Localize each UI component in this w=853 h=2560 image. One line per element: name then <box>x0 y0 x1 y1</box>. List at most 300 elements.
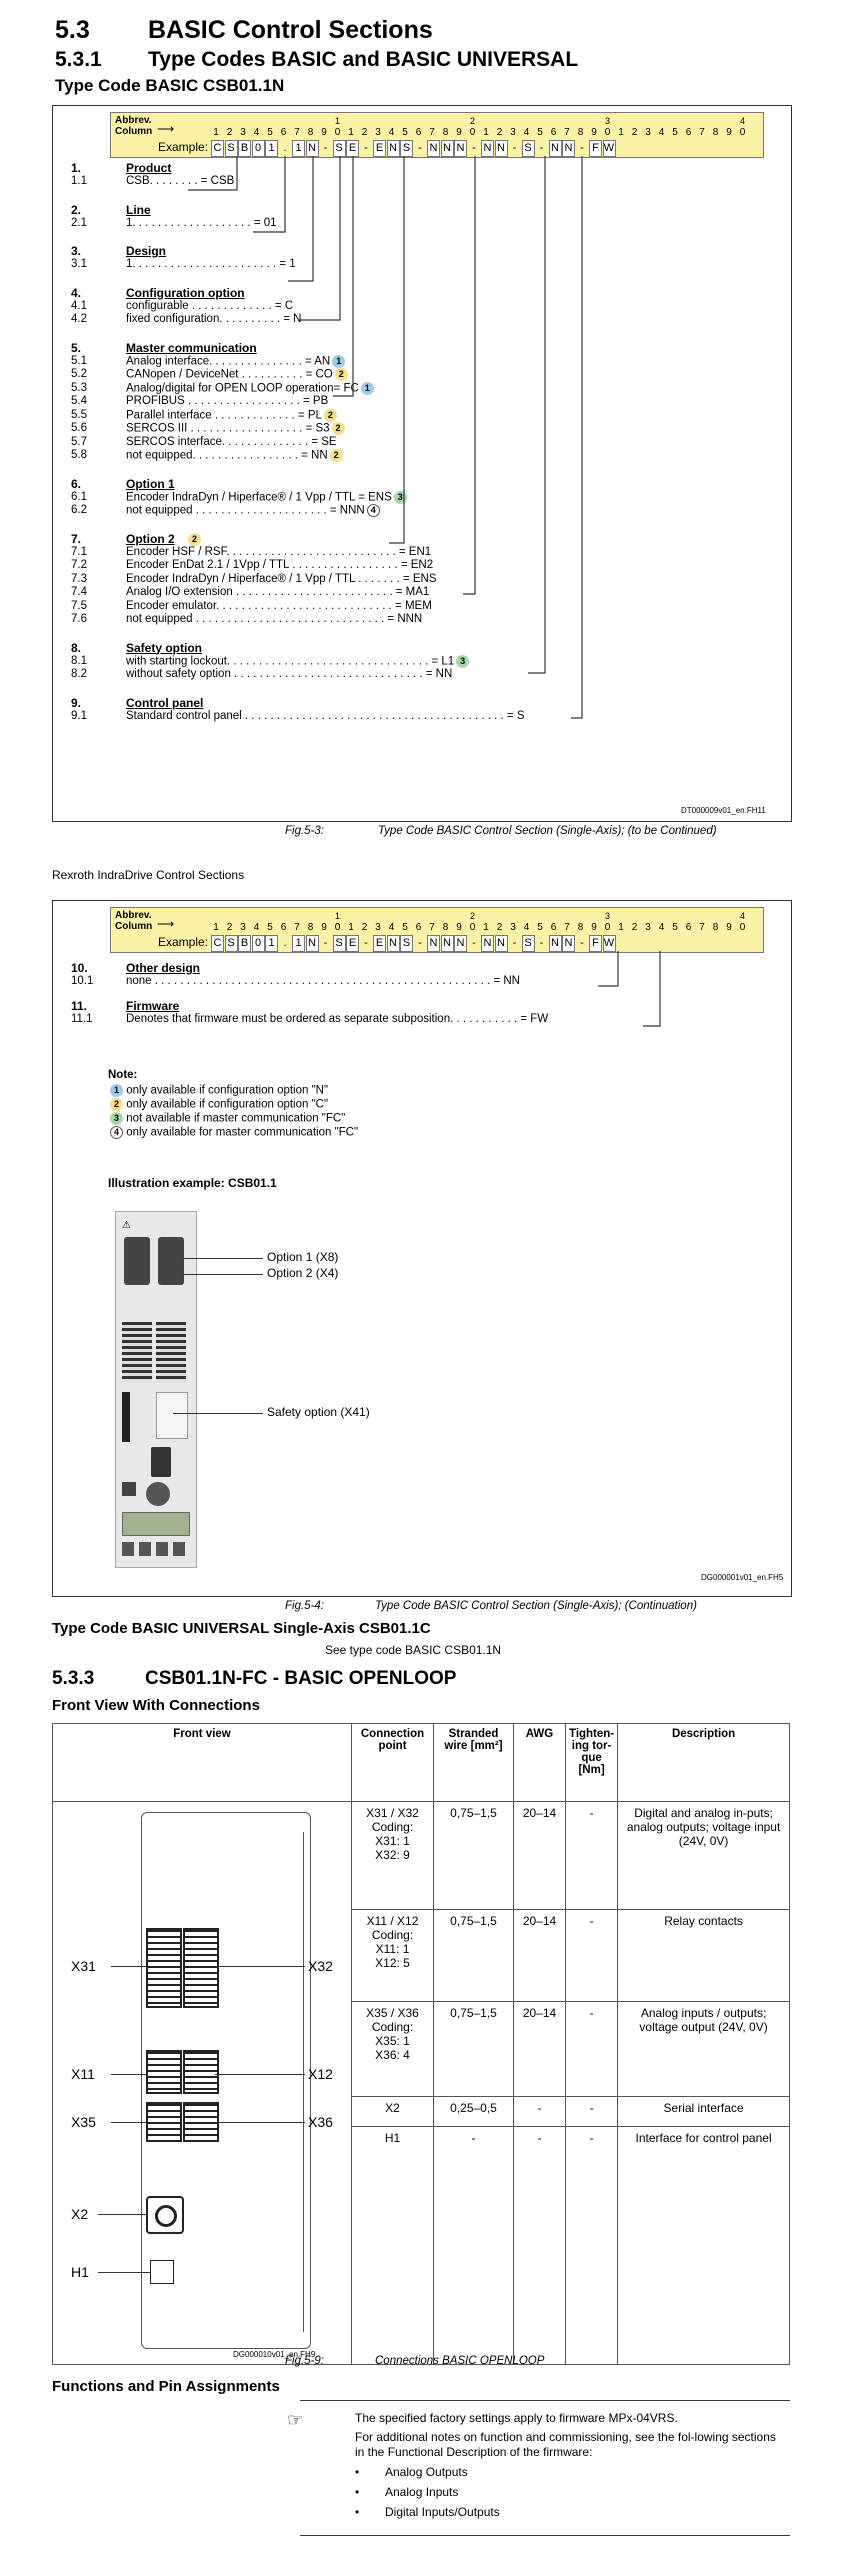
front-view-cell <box>53 1802 352 2365</box>
column-digit: 9 <box>456 922 462 933</box>
column-digit: 8 <box>712 922 719 933</box>
column-digit: 3 <box>510 127 516 138</box>
column-digit: 6 <box>415 127 422 138</box>
connector-lines-2 <box>53 901 791 1031</box>
column-digit: 0 <box>604 922 611 933</box>
column-digit: 7 <box>294 127 300 138</box>
example-char: N <box>306 935 319 952</box>
example-char: . <box>283 937 287 949</box>
leader-line <box>215 1966 305 1967</box>
description-cell: Digital and analog in-puts; analog outputs; voltage input (24V, 0V) <box>618 1802 790 1910</box>
column-digit: 2 <box>496 127 503 138</box>
column-digit: 9 <box>726 922 732 933</box>
col-header-torque: Tighten-ing tor-que [Nm] <box>566 1724 618 1802</box>
note-item: 2 only available if configuration option "C" <box>108 1098 328 1111</box>
example-char: E <box>373 140 386 157</box>
column-digit: 9 <box>726 127 732 138</box>
connection-point-cell: X31 / X32 Coding: X31: 1 X32: 9 <box>352 1802 434 1910</box>
universal-title: Type Code BASIC UNIVERSAL Single-Axis CSB01.1C <box>52 1620 431 1637</box>
group-heading: 3. Design <box>71 244 167 258</box>
stranded-wire-cell: 0,75–1,5 <box>434 1802 514 1910</box>
arrow-right-icon: ⟶ <box>157 122 175 136</box>
type-code-figure-1 <box>52 105 792 822</box>
section-title: BASIC Control Sections <box>148 16 433 44</box>
abbrev-label: Abbrev. <box>115 115 152 126</box>
universal-text: See type code BASIC CSB01.1N <box>325 1643 502 1657</box>
keypad-buttons <box>122 1542 188 1556</box>
group-heading: 4. Configuration option <box>71 285 245 300</box>
footnote-badge: 4 <box>110 1126 123 1139</box>
footnote-badge: 4 <box>367 504 380 517</box>
group-heading: 2. Line <box>71 202 151 217</box>
example-char: N <box>495 935 508 952</box>
column-digit: 2 <box>226 127 233 138</box>
connection-point-cell: X2 <box>352 2096 434 2126</box>
group-row: 6.1 Encoder IndraDyn / Hiperface® / 1 Vpp / TTL = ENS 3 <box>71 491 771 505</box>
group-heading: 5. Master communication <box>71 340 257 355</box>
example-char: E <box>346 140 359 157</box>
option-1-port <box>124 1237 150 1285</box>
column-digit: 5 <box>537 127 543 138</box>
footnote-badge: 1 <box>361 382 374 395</box>
example-char: - <box>512 937 517 949</box>
column-digit: 5 <box>537 922 543 933</box>
label-h1: H1 <box>71 2264 89 2280</box>
example-char: 1 <box>292 140 305 157</box>
connection-point-cell: X35 / X36 Coding: X35: 1 X36: 4 <box>352 2002 434 2096</box>
example-char: N <box>481 140 494 157</box>
column-digit: 9 <box>321 922 327 933</box>
device-notch <box>303 1832 312 2332</box>
column-digit: 2 <box>361 127 368 138</box>
group-row: 5.8 not equipped. . . . . . . . . . . . . . . . . = NN 2 <box>71 449 771 463</box>
column-digit: 1 <box>348 922 354 933</box>
leader-line <box>173 1413 263 1414</box>
serial-port <box>151 1447 171 1477</box>
column-digit: 7 <box>429 922 435 933</box>
awg-cell: - <box>514 2096 566 2126</box>
dg-code: DG000010v01_en.FH9 <box>233 2350 316 2359</box>
footnote-badge: 3 <box>394 491 407 504</box>
awg-cell: 20–14 <box>514 1910 566 2002</box>
leader-line <box>98 2272 150 2273</box>
connections-table <box>52 1723 790 2365</box>
torque-cell: - <box>566 2002 618 2096</box>
group-row: 7.5 Encoder emulator. . . . . . . . . . . . . . . . . . . . . . . . . . . . = MEM <box>71 599 432 612</box>
display-panel <box>122 1512 190 1536</box>
functions-title: Functions and Pin Assignments <box>52 2378 280 2395</box>
column-digit: 0 <box>604 127 611 138</box>
example-char: 0 <box>252 140 265 157</box>
example-char: - <box>580 142 584 154</box>
group-row: 9.1 Standard control panel . . . . . . . . . . . . . . . . . . . . . . . . . . . . . . . . . . . . . . . . . = S <box>71 709 525 722</box>
group-row: 7.1 Encoder HSF / RSF. . . . . . . . . . . . . . . . . . . . . . . . . . . = EN1 <box>71 545 432 558</box>
col-header-front-view: Front view <box>53 1724 352 1802</box>
example-char: S <box>522 140 535 157</box>
label-x11: X11 <box>71 2066 95 2082</box>
column-label: Column <box>115 126 153 137</box>
label-x31: X31 <box>71 1958 96 1974</box>
subsection-number: 5.3.1 <box>55 48 102 71</box>
column-digit: 1 <box>483 127 489 138</box>
column-digit: 1 <box>348 127 354 138</box>
note-title: Note: <box>108 1069 138 1081</box>
example-label: Example: <box>158 140 209 154</box>
column-tens-digit: 3 <box>604 911 610 921</box>
group-row: 7.4 Analog I/O extension . . . . . . . . . . . . . . . . . . . . . . . . . = MA1 <box>71 586 430 598</box>
group-row: 5.3 Analog/digital for OPEN LOOP operation= FC 1 <box>71 382 771 396</box>
column-digit: 7 <box>564 922 570 933</box>
example-char: N <box>441 935 454 952</box>
group-heading: 6. Option 1 <box>71 476 175 491</box>
description-cell: Relay contacts <box>618 1910 790 2002</box>
column-digit: 3 <box>240 127 246 138</box>
connector-round <box>146 1482 170 1506</box>
bullet-item: • Analog Inputs <box>355 2485 459 2499</box>
type-code-title: Type Code BASIC CSB01.1N <box>55 76 285 95</box>
label-x36: X36 <box>308 2114 333 2130</box>
group-heading: 7. Option 2 2 <box>71 532 771 547</box>
torque-cell: - <box>566 1802 618 1910</box>
example-char: 1 <box>265 935 278 952</box>
stranded-wire-cell: 0,75–1,5 <box>434 1910 514 2002</box>
description-cell: Analog inputs / outputs; voltage output (24V, 0V) <box>618 2002 790 2096</box>
footnote-badge: 1 <box>110 1084 123 1097</box>
group-row: 8.2 without safety option . . . . . . . . . . . . . . . . . . . . . . . . . . . . . . = NN <box>71 668 453 680</box>
group-row: 5.4 PROFIBUS . . . . . . . . . . . . . . . . . . = PB <box>71 395 329 407</box>
group-heading: 11. Firmware <box>71 998 180 1013</box>
section-number: 5.3 <box>55 16 90 44</box>
awg-cell: 20–14 <box>514 1802 566 1910</box>
group-heading: 1. Product <box>71 161 172 175</box>
group-row: 2.1 1. . . . . . . . . . . . . . . . . . . = 01 <box>71 216 277 229</box>
subsection-title: Type Codes BASIC and BASIC UNIVERSAL <box>148 48 579 71</box>
example-char: N <box>387 140 400 157</box>
column-digit: 0 <box>469 922 476 933</box>
terminal-block <box>156 1322 186 1382</box>
column-tens-digit: 3 <box>604 116 610 126</box>
example-char: 0 <box>252 935 265 952</box>
table-header-row <box>53 1724 790 1802</box>
example-char: F <box>589 140 602 157</box>
leader-line <box>183 1274 263 1275</box>
example-char: N <box>549 140 562 157</box>
leader-line <box>111 2074 146 2075</box>
column-digit: 3 <box>375 922 381 933</box>
column-digit: 2 <box>631 922 638 933</box>
example-char: N <box>306 140 319 157</box>
example-char: E <box>346 935 359 952</box>
stranded-wire-cell: - <box>434 2126 514 2364</box>
column-digit: 6 <box>280 127 287 138</box>
column-digit: 3 <box>645 922 651 933</box>
example-label: Example: <box>158 935 209 949</box>
example-char: - <box>539 937 544 949</box>
example-char: - <box>539 142 544 154</box>
column-digit: 0 <box>739 922 746 933</box>
figure-caption-text: Type Code BASIC Control Section (Single-Axis); (Continuation) <box>375 1600 697 1612</box>
group-row: 5.7 SERCOS interface. . . . . . . . . . . . . . = SE <box>71 435 337 448</box>
terminal-block <box>122 1322 152 1382</box>
running-header: Rexroth IndraDrive Control Sections <box>52 868 245 882</box>
group-row: 4.1 configurable . . . . . . . . . . . . . = C <box>71 299 294 312</box>
group-row: 7.2 Encoder EnDat 2.1 / 1Vpp / TTL . . . . . . . . . . . . . . . . . = EN2 <box>71 559 434 571</box>
footnote-badge: 2 <box>110 1098 123 1111</box>
group-row: 5.5 Parallel interface . . . . . . . . . . . . . = PL 2 <box>71 409 771 423</box>
column-digit: 5 <box>672 127 678 138</box>
column-digit: 0 <box>334 922 341 933</box>
col-header-stranded-wire: Stranded wire [mm²] <box>434 1724 514 1802</box>
group-heading: 10. Other design <box>71 961 201 975</box>
example-char: N <box>427 935 440 952</box>
interface-h1 <box>150 2260 174 2284</box>
column-digit: 1 <box>618 922 624 933</box>
example-char: S <box>400 140 413 157</box>
column-digit: 9 <box>456 127 462 138</box>
column-digit: 4 <box>253 922 260 933</box>
stranded-wire-cell: 0,25–0,5 <box>434 2096 514 2126</box>
footnote-badge: 1 <box>332 355 345 368</box>
option-2-port <box>158 1237 184 1285</box>
footnote-badge: 3 <box>456 655 469 668</box>
column-digit: 9 <box>321 127 327 138</box>
table-row <box>53 1802 790 1910</box>
example-char: N <box>495 140 508 157</box>
group-row: 11.1 Denotes that firmware must be ordered as separate subposition. . . . . . . . . . . = FW <box>71 1012 549 1025</box>
example-char: N <box>454 140 467 157</box>
example-char: C <box>211 140 224 157</box>
dg-code: DG000001v01_en.FH5 <box>701 1573 784 1582</box>
example-char: B <box>238 935 251 952</box>
column-digit: 3 <box>240 922 246 933</box>
example-char: E <box>373 935 386 952</box>
group-row: 5.1 Analog interface. . . . . . . . . . . . . . . = AN 1 <box>71 355 771 369</box>
terminal-x12 <box>183 2050 219 2094</box>
column-digit: 8 <box>442 922 449 933</box>
group-heading: 8. Safety option <box>71 640 203 655</box>
label-option-1: Option 1 (X8) <box>267 1250 339 1264</box>
example-char: N <box>549 935 562 952</box>
label-option-2: Option 2 (X4) <box>267 1266 339 1280</box>
footnote-badge: 2 <box>330 449 343 462</box>
example-char: N <box>562 935 575 952</box>
label-safety-option: Safety option (X41) <box>267 1405 370 1419</box>
awg-cell: - <box>514 2126 566 2364</box>
leader-line <box>111 1966 146 1967</box>
column-digit: 6 <box>685 922 692 933</box>
column-tens-digit: 1 <box>334 116 340 126</box>
example-char: - <box>364 937 368 949</box>
figure-caption-number: Fig.5-3: <box>285 825 324 837</box>
col-header-description: Description <box>618 1724 790 1802</box>
column-digit: 4 <box>523 922 530 933</box>
torque-cell: - <box>566 2096 618 2126</box>
connection-point-cell: X11 / X12 Coding: X11: 1 X12: 5 <box>352 1910 434 2002</box>
label-x12: X12 <box>308 2066 333 2082</box>
column-digit: 6 <box>280 922 287 933</box>
arrow-right-icon: ⟶ <box>157 917 175 931</box>
note-item: 3 not available if master communication "FC" <box>108 1112 345 1125</box>
column-digit: 4 <box>523 127 530 138</box>
divider <box>300 2400 790 2401</box>
column-digit: 4 <box>658 127 665 138</box>
column-digit: 9 <box>591 922 597 933</box>
column-tens-digit: 4 <box>739 911 745 921</box>
leader-line <box>183 1258 263 1259</box>
example-char: S <box>333 935 346 952</box>
terminal-x11 <box>146 2050 182 2094</box>
functions-p2: For additional notes on function and commissioning, see the fol-lowing sections in the Functional Description of the firmware: <box>355 2430 776 2459</box>
col-header-connection-point: Connection point <box>352 1724 434 1802</box>
example-char: - <box>323 937 328 949</box>
example-char: - <box>364 142 368 154</box>
leader-line <box>215 2122 305 2123</box>
column-digit: 0 <box>334 127 341 138</box>
abbrev-label: Abbrev. <box>115 910 152 921</box>
footnote-badge: 2 <box>335 368 348 381</box>
bullet-item: • Analog Outputs <box>355 2465 468 2479</box>
column-digit: 2 <box>226 922 233 933</box>
column-digit: 7 <box>294 922 300 933</box>
column-digit: 7 <box>699 127 705 138</box>
example-char: W <box>603 140 616 157</box>
example-char: - <box>512 142 517 154</box>
group-row: 7.3 Encoder IndraDyn / Hiperface® / 1 Vpp / TTL . . . . . . . = ENS <box>71 572 437 585</box>
column-tens-digit: 2 <box>469 911 475 921</box>
example-char: N <box>481 935 494 952</box>
example-char: . <box>283 142 287 154</box>
column-digit: 5 <box>672 922 678 933</box>
column-digit: 8 <box>577 127 584 138</box>
example-char: - <box>472 937 476 949</box>
openloop-number: 5.3.3 <box>52 1668 95 1689</box>
example-char: S <box>522 935 535 952</box>
column-digit: 8 <box>442 127 449 138</box>
front-view-heading: Front View With Connections <box>52 1697 260 1714</box>
slot <box>122 1392 130 1442</box>
group-row: 3.1 1. . . . . . . . . . . . . . . . . . . . . . . = 1 <box>71 258 296 270</box>
column-digit: 1 <box>618 127 624 138</box>
column-digit: 5 <box>402 127 408 138</box>
torque-cell: - <box>566 2126 618 2364</box>
example-char: C <box>211 935 224 952</box>
column-tens-digit: 1 <box>334 911 340 921</box>
hand-pointer-icon: ☞ <box>287 2410 304 2430</box>
divider <box>300 2535 790 2536</box>
column-digit: 2 <box>361 922 368 933</box>
column-digit: 1 <box>213 922 219 933</box>
group-row: 1.1 CSB. . . . . . . . = CSB <box>71 175 235 187</box>
group-row: 7.6 not equipped . . . . . . . . . . . . . . . . . . . . . . . . . . . . . . = NNN <box>71 613 423 625</box>
column-digit: 6 <box>415 922 422 933</box>
footnote-badge: 3 <box>110 1112 123 1125</box>
figure-caption-number: Fig.5-4: <box>285 1600 324 1612</box>
column-digit: 6 <box>685 127 692 138</box>
leader-line <box>111 2122 146 2123</box>
column-digit: 0 <box>469 127 476 138</box>
description-cell: Interface for control panel <box>618 2126 790 2364</box>
example-char: 1 <box>265 140 278 157</box>
column-digit: 8 <box>712 127 719 138</box>
example-char: S <box>225 935 238 952</box>
column-digit: 2 <box>496 922 503 933</box>
illustration-title: Illustration example: CSB01.1 <box>108 1176 277 1190</box>
awg-cell: 20–14 <box>514 2002 566 2096</box>
column-digit: 5 <box>267 922 273 933</box>
example-char: W <box>603 935 616 952</box>
torque-cell: - <box>566 1910 618 2002</box>
status-led <box>122 1482 136 1496</box>
column-digit: 3 <box>645 127 651 138</box>
column-digit: 4 <box>388 922 395 933</box>
column-digit: 2 <box>631 127 638 138</box>
column-digit: 4 <box>388 127 395 138</box>
group-row: 5.6 SERCOS III . . . . . . . . . . . . . . . . . . = S3 2 <box>71 422 771 436</box>
dt-code: DT000009v01_en.FH11 <box>681 806 766 815</box>
leader-line <box>98 2214 146 2215</box>
column-digit: 9 <box>591 127 597 138</box>
safety-option-module <box>156 1392 188 1439</box>
figure-caption-number: Fig.5-9: <box>285 2355 324 2367</box>
openloop-title: CSB01.1N-FC - BASIC OPENLOOP <box>145 1668 457 1689</box>
group-row: 6.2 not equipped . . . . . . . . . . . . . . . . . . . . . = NNN 4 <box>71 504 771 518</box>
column-label: Column <box>115 921 153 932</box>
example-char: N <box>454 935 467 952</box>
column-digit: 1 <box>213 127 219 138</box>
example-char: - <box>418 937 422 949</box>
column-digit: 1 <box>483 922 489 933</box>
device-illustration <box>115 1211 197 1568</box>
label-x35: X35 <box>71 2114 96 2130</box>
column-digit: 7 <box>429 127 435 138</box>
column-digit: 5 <box>402 922 408 933</box>
figure-caption-text: Type Code BASIC Control Section (Single-Axis); (to be Continued) <box>378 825 717 837</box>
terminal-x31 <box>146 1928 182 2008</box>
column-tens-digit: 2 <box>469 116 475 126</box>
example-char: - <box>580 937 584 949</box>
leader-line <box>215 2074 305 2075</box>
column-digit: 7 <box>564 127 570 138</box>
column-digit: 3 <box>375 127 381 138</box>
serial-port-x2 <box>146 2196 184 2234</box>
example-char: S <box>400 935 413 952</box>
group-row: 4.2 fixed configuration. . . . . . . . . . = N <box>71 313 302 325</box>
label-x32: X32 <box>308 1958 333 1974</box>
column-digit: 8 <box>307 922 314 933</box>
group-row: 5.2 CANopen / DeviceNet . . . . . . . . . . = CO 2 <box>71 368 771 382</box>
description-cell: Serial interface <box>618 2096 790 2126</box>
column-digit: 8 <box>307 127 314 138</box>
figure-caption-text: Connections BASIC OPENLOOP <box>375 2355 545 2367</box>
column-digit: 3 <box>510 922 516 933</box>
column-digit: 0 <box>739 127 746 138</box>
example-char: F <box>589 935 602 952</box>
footnote-badge: 2 <box>324 409 337 422</box>
example-char: S <box>333 140 346 157</box>
column-digit: 4 <box>658 922 665 933</box>
terminal-x32 <box>183 1928 219 2008</box>
functions-p1: The specified factory settings apply to firmware MPx-04VRS. <box>355 2411 678 2425</box>
col-header-awg: AWG <box>514 1724 566 1802</box>
warning-icon: ⚠ <box>122 1220 131 1231</box>
connection-point-cell: H1 <box>352 2126 434 2364</box>
connector-lines <box>53 106 791 821</box>
column-digit: 5 <box>267 127 273 138</box>
column-digit: 6 <box>550 922 557 933</box>
stranded-wire-cell: 0,75–1,5 <box>434 2002 514 2096</box>
column-digit: 4 <box>253 127 260 138</box>
footnote-badge: 2 <box>188 533 201 546</box>
